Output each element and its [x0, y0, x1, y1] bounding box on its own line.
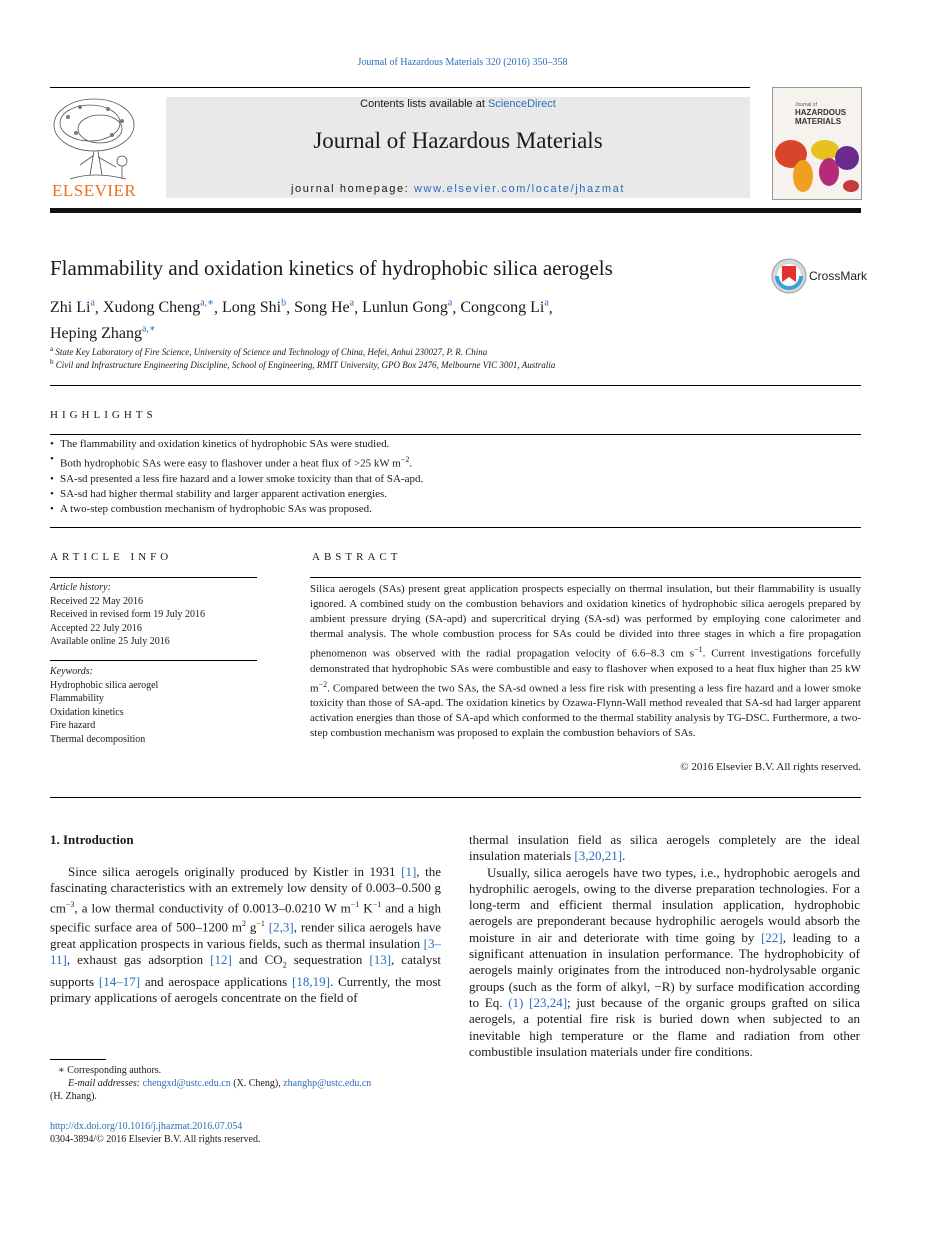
highlights-list: [50, 437, 861, 517]
article-title: Flammability and oxidation kinetics of hydrophobic silica aerogels: [50, 256, 613, 280]
text: , catalyst supports: [50, 952, 442, 990]
email-link-cheng[interactable]: chengxd@ustc.edu.cn: [142, 1078, 231, 1089]
doi-block: [50, 1120, 260, 1146]
divider: [50, 527, 861, 528]
highlight-item: • SA-sd presented a less fire hazard and a lower smoke toxicity than that of SA-apd.: [50, 472, 861, 487]
citation-link[interactable]: [14–17]: [98, 974, 141, 990]
affiliation-text: State Key Laboratory of Fire Science, University of Science and Technology of China, Hefei, Anhui 230027, P. R. China: [55, 347, 488, 357]
text: , a low thermal conductivity of 0.0013–0.0210 W m: [74, 899, 351, 915]
history-item: Available online 25 July 2016: [50, 636, 170, 647]
contents-prefix: Contents lists available at: [360, 98, 488, 110]
text: , leading to a significant attenuation in insulation performance. The hydrophobicity of aerogels mainly originates from the introduced non-hydrolysable organic groups (such as the form of alkyl, −R) by surface modification according to Eq.: [469, 929, 860, 1010]
text: Usually, silica aerogels have two types, i.e., hydrophobic aerogels and hydrophilic aerogels, owing to the diverse preparation technologies. For a long-term and efficient thermal insulation application, hydrophobic aerogels are preponderant because hydrophilic aerogels would absorb the moisture in air and deteriorate with time going by: [469, 864, 860, 945]
author-name: Zhi Li: [50, 299, 91, 317]
history-item: Accepted 22 July 2016: [50, 622, 142, 634]
affiliation-b: [50, 358, 555, 370]
keyword: Oxidation kinetics: [50, 706, 124, 718]
cover-map-image: [773, 132, 861, 198]
citation-link[interactable]: [18,19]: [292, 974, 330, 990]
history-item: Received 22 May 2016: [50, 595, 144, 607]
affiliation-mark: a: [50, 345, 54, 353]
footnote-text: Corresponding authors.: [67, 1065, 162, 1076]
citation-link[interactable]: [1]: [401, 864, 417, 879]
text: .: [622, 848, 626, 864]
section-heading-introduction: 1. Introduction: [50, 832, 134, 847]
citation-link[interactable]: [12]: [210, 952, 232, 968]
abstract-sup: −2: [318, 679, 328, 689]
highlight-end: .: [409, 457, 413, 470]
sup: −3: [65, 899, 75, 909]
email-label: E-mail addresses:: [68, 1078, 143, 1089]
text: , the fascinating characteristics with an extremely low density of 0.003–0.500 g cm: [50, 864, 441, 915]
affiliation-a: [50, 345, 487, 357]
divider: [310, 577, 861, 578]
footnote-rule: [50, 1059, 106, 1060]
email-owner: (H. Zhang).: [50, 1091, 97, 1102]
journal-banner: [166, 97, 750, 198]
author-5[interactable]: [362, 299, 452, 316]
citation-link[interactable]: [3–11]: [50, 935, 441, 968]
contents-line: [166, 98, 750, 110]
keyword: Flammability: [50, 693, 104, 704]
text: and CO: [231, 952, 283, 968]
intro-paragraph-continued: [469, 832, 860, 1060]
doi-link[interactable]: http://dx.doi.org/10.1016/j.jhazmat.2016.07.054: [50, 1121, 243, 1132]
sup: −1: [372, 899, 382, 909]
email-owner: (X. Cheng),: [230, 1078, 284, 1089]
author-affil-mark: b: [281, 298, 287, 309]
highlight-text: Both hydrophobic SAs were easy to flashover under a heat flux of >25 kW m: [60, 457, 401, 470]
author-6[interactable]: [460, 299, 548, 316]
abstract-part: . Current investigations forcefully demonstrated that hydrophobic SAs were combustible and easy to flashover when exposed to a heat flux higher than 25 kW m: [310, 647, 862, 695]
keywords-label: Keywords:: [50, 666, 93, 677]
citation-link[interactable]: [2,3]: [268, 919, 294, 935]
author-7[interactable]: [50, 325, 156, 342]
divider: [50, 385, 861, 386]
author-name: Xudong Cheng: [102, 299, 201, 317]
highlight-item: • SA-sd had higher thermal stability and larger apparent activation energies.: [50, 487, 861, 502]
author-affil-mark: a: [544, 298, 549, 309]
text: and a high specific surface area of 500–1200 m: [50, 899, 441, 935]
text: K: [359, 899, 373, 915]
abstract-heading: ABSTRACT: [312, 551, 402, 563]
author-name: Lunlun Gong: [362, 299, 448, 317]
author-3[interactable]: [222, 299, 286, 316]
crossmark-badge[interactable]: [771, 258, 867, 294]
abstract-copyright: © 2016 Elsevier B.V. All rights reserved.: [680, 761, 861, 773]
text: , exhaust gas adsorption: [66, 952, 211, 968]
author-affil-mark: a: [447, 298, 453, 309]
homepage-link[interactable]: www.elsevier.com/locate/jhazmat: [413, 183, 625, 195]
journal-cover[interactable]: [772, 87, 862, 200]
author-4[interactable]: [294, 299, 354, 316]
author-2[interactable]: [103, 299, 214, 316]
divider: [50, 577, 257, 578]
divider: [50, 797, 861, 798]
header-rule: [50, 87, 750, 88]
crossmark-label: CrossMark: [809, 269, 868, 283]
highlight-item: • A two-step combustion mechanism of hydrophobic SAs was proposed.: [50, 502, 861, 517]
text: Since silica aerogels originally produced by Kistler in 1931: [68, 864, 402, 879]
cover-title: HAZARDOUS MATERIALS: [795, 108, 847, 126]
elsevier-logo[interactable]: [50, 95, 162, 199]
sciencedirect-link[interactable]: ScienceDirect: [487, 98, 556, 110]
footnote-star: ∗: [58, 1065, 65, 1076]
citation-link[interactable]: [3,20,21]: [574, 848, 623, 864]
keyword: Thermal decomposition: [50, 733, 146, 745]
corresponding-footnote: [50, 1064, 450, 1103]
affiliation-text: Civil and Infrastructure Engineering Discipline, School of Engineering, RMIT University, GPO Box 2476, Melbourne VIC 3001, Australia: [55, 360, 556, 370]
intro-paragraph-1: [50, 864, 441, 1007]
keywords: [50, 665, 257, 746]
article-info-heading: ARTICLE INFO: [50, 551, 173, 563]
author-affil-mark: a,∗: [141, 323, 156, 335]
highlight-item: • The flammability and oxidation kinetics of hydrophobic SAs were studied.: [50, 437, 861, 452]
email-link-zhang[interactable]: zhanghp@ustc.edu.cn: [283, 1078, 372, 1089]
keyword: Fire hazard: [50, 720, 96, 731]
history-item: Received in revised form 19 July 2016: [50, 609, 205, 620]
text: , render silica aerogels have great application prospects in various fields, such as thermal insulation: [50, 919, 441, 951]
text: ; just because of the organic groups grafted on silica aerogels, a potential fire risk is buried down when subjected to an inevitable high temperature or the flame and radiation from other combustible insulation materials under fire conditions.: [469, 994, 861, 1059]
keyword: Hydrophobic silica aerogel: [50, 679, 159, 691]
abstract-part: . Compared between the two SAs, the SA-sd owned a less fire risk with presenting a less fire hazard and a lower smoke toxicity than those of SA-apd. The oxidation kinetics by Ozawa-Flynn-Wall method revealed that SA-sd had larger apparent activation energies than those of SA-apd which conformed to the thermal stability analysis by TG-DSC. Furthermore, a two-step combustion mechanism was proposed to explain the combustion behaviors of SAs.: [310, 682, 861, 740]
author-affil-mark: a: [349, 298, 355, 309]
citation-link[interactable]: Journal of Hazardous Materials 320 (2016) 350–358: [357, 57, 568, 68]
author-affil-mark: a: [90, 298, 95, 309]
article-history: [50, 581, 257, 649]
text: thermal insulation field as silica aerogels completely are the ideal insulation materials: [469, 832, 860, 864]
homepage-prefix: journal homepage:: [291, 183, 414, 195]
sup: −1: [256, 919, 265, 929]
author-1[interactable]: [50, 299, 95, 316]
highlight-item: [50, 452, 861, 472]
author-name: Heping Zhang: [50, 324, 142, 342]
author-name: Song He: [294, 299, 350, 317]
equation-link[interactable]: (1): [508, 994, 524, 1010]
citation-link[interactable]: [22]: [761, 929, 783, 945]
cover-subtitle: Journal of: [795, 102, 817, 108]
sub: 2: [282, 960, 287, 970]
author-list: Zhi Li$^a$, Xudong Cheng$^{a,∗}$, Long Shi$^b$, Song He$^a$, Lunlun Gong$^a$, Congcong Li$^a$, Heping Zhang$^{a,∗}$: [50, 298, 553, 342]
author-name: Congcong Li: [460, 299, 545, 317]
citation-link[interactable]: [23,24]: [529, 994, 568, 1010]
highlight-sup: −2: [400, 455, 410, 464]
citation-link[interactable]: [13]: [369, 952, 392, 968]
author-name: Long Shi: [221, 299, 282, 317]
abstract-sup: −1: [694, 645, 703, 654]
text: g: [245, 919, 257, 935]
elsevier-wordmark: ELSEVIER: [52, 181, 137, 200]
sup: 2: [241, 919, 246, 929]
divider: [50, 660, 257, 661]
author-affil-mark: a,∗: [200, 298, 214, 309]
crossmark-icon: [771, 258, 807, 294]
sup: −1: [350, 899, 360, 909]
header-thick-rule: [50, 208, 861, 213]
homepage-line: [166, 183, 750, 195]
journal-citation[interactable]: [0, 57, 925, 68]
text: and aerospace applications: [140, 974, 293, 990]
text: sequestration: [286, 952, 370, 968]
abstract-text: [310, 582, 861, 741]
history-label: Article history:: [50, 582, 111, 593]
divider: [50, 434, 861, 435]
affiliation-mark: b: [50, 358, 54, 366]
issn-text: 0304-3894/© 2016 Elsevier B.V. All rights reserved.: [50, 1134, 261, 1145]
text: . Currently, the most primary applications of aerogels concentrate on the field of: [50, 974, 441, 1006]
journal-title: Journal of Hazardous Materials: [313, 128, 603, 153]
abstract-part: Silica aerogels (SAs) present great application prospects especially on thermal insulation, but their flammability is usually ignored. A combined study on the combustion behaviors and oxidation kinetics of hydrophobic silica aerogels prepared by ambient pressure drying (SA-apd) and supercritical drying (SA-sd) was performed by employing cone calorimeter and thermal analysis. The whole combustion process for SAs could be divided into three stages in which a fire propagation phenomenon was observed with the radial propagation velocity of 6.6–8.3 cm s: [310, 583, 861, 660]
highlights-heading: HIGHLIGHTS: [50, 409, 157, 421]
